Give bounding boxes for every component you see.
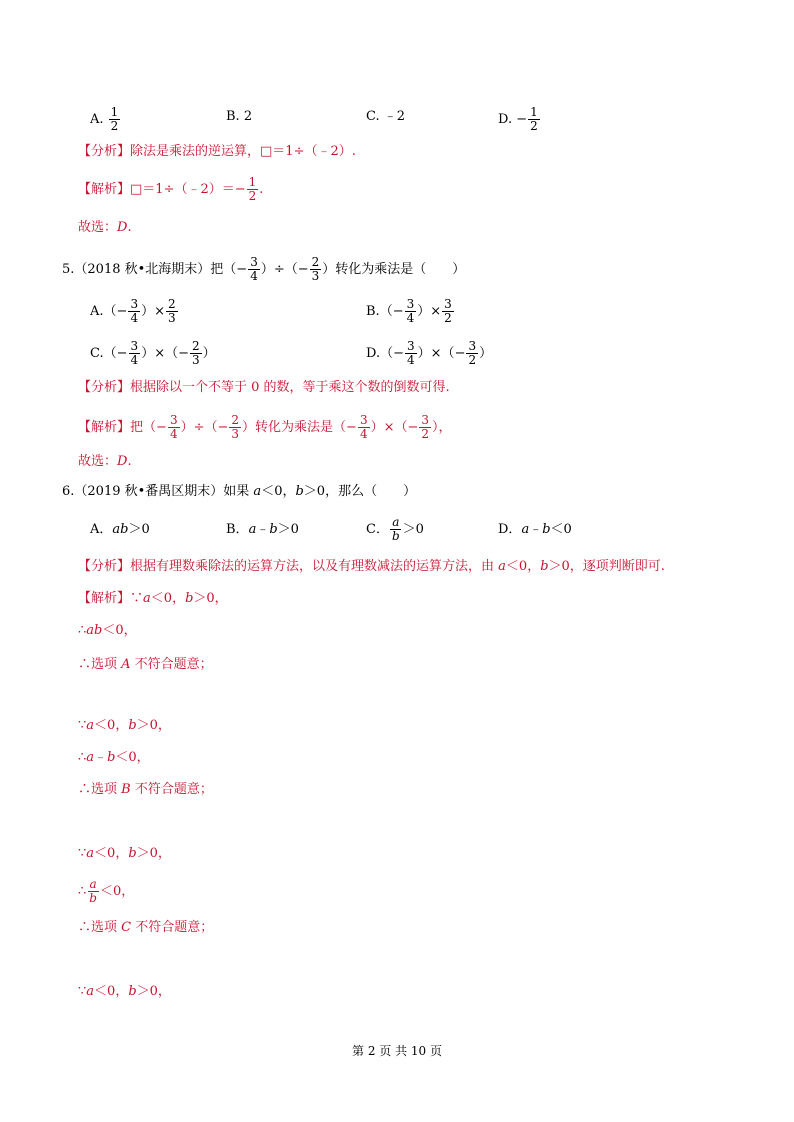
q5-option-d: D.（− $\frac{3}{4}$ ）×（− $\frac{3}{2}$ ） bbox=[366, 339, 493, 367]
q4-option-a: A. $\frac{1}{2}$ bbox=[90, 105, 119, 133]
page-footer: 第 2 页 共 10 页 bbox=[352, 1044, 442, 1058]
q6-solution-line-3: ∴选项 A 不符合题意； bbox=[78, 657, 213, 672]
q6-solution-line-6: ∴选项 B 不符合题意； bbox=[78, 782, 213, 797]
q6-solution-line-9: ∴选项 C 不符合题意； bbox=[78, 920, 214, 935]
q5-solution: 【解析】把（− $\frac{3}{4}$ ）÷（− $\frac{2}{3}$ ）转化为乘法是（− $\frac{3}{4}$ ）×（− $\frac{3}{2}$ ）， bbox=[78, 413, 452, 441]
q4-option-c: C. ﹣2 bbox=[366, 109, 406, 124]
fraction: $\frac{1}{2}$ bbox=[110, 105, 119, 133]
q6-analysis: 【分析】根据有理数乘除法的运算方法，以及有理数减法的运算方法，由 a＜0，b＞0，逐项判断即可. bbox=[78, 559, 665, 574]
q6-solution-line-8: ∴ $\frac{a}{b}$ ＜0， bbox=[78, 877, 135, 905]
q6-option-b: B．a﹣b＞0 bbox=[226, 522, 299, 537]
fraction: $\frac{1}{2}$ bbox=[530, 105, 538, 133]
q6-option-d: D．a﹣b＜0 bbox=[498, 522, 572, 537]
fraction: $\frac{1}{2}$ bbox=[248, 175, 257, 203]
q6-solution-line-4: ∵a＜0，b＞0， bbox=[78, 718, 171, 733]
q5-option-c: C.（− $\frac{3}{4}$ ）×（− $\frac{2}{3}$ ） bbox=[90, 339, 216, 367]
q6-solution-line-2: ∴ab＜0， bbox=[78, 623, 137, 638]
q4-analysis: 【分析】除法是乘法的逆运算，□＝1÷（﹣2）. bbox=[78, 144, 356, 159]
q6-solution-line-7: ∵a＜0，b＞0， bbox=[78, 846, 171, 861]
q6-option-a: A．ab＞0 bbox=[90, 522, 150, 537]
q4-option-b: B. 2 bbox=[226, 109, 253, 124]
q6-solution-line-1: 【解析】∵a＜0，b＞0， bbox=[78, 591, 228, 606]
q6-solution-line-10: ∵a＜0，b＞0， bbox=[78, 984, 171, 999]
fraction: $\frac{2}{3}$ bbox=[311, 255, 320, 283]
q5-analysis: 【分析】根据除以一个不等于 0 的数，等于乘这个数的倒数可得. bbox=[78, 380, 450, 395]
q5-stem: 5.（2018 秋•北海期末）把（− $\frac{3}{4}$ ）÷（− $\frac{2}{3}$ ）转化为乘法是（ ） bbox=[62, 255, 466, 283]
fraction: $\frac{3}{4}$ bbox=[250, 255, 258, 283]
q6-option-c: C． $\frac{a}{b}$ ＞0 bbox=[366, 515, 424, 543]
q5-answer: 故选：D. bbox=[78, 454, 132, 469]
q4-solution: 【解析】□＝1÷（﹣2）＝− $\frac{1}{2}$ . bbox=[78, 175, 264, 203]
q4-option-d: D. − $\frac{1}{2}$ bbox=[498, 105, 538, 133]
q4-answer: 故选：D. bbox=[78, 220, 132, 235]
q5-option-a: A.（− $\frac{3}{4}$ ）× $\frac{2}{3}$ bbox=[90, 297, 176, 325]
q5-option-b: B.（− $\frac{3}{4}$ ）× $\frac{3}{2}$ bbox=[366, 297, 452, 325]
q6-solution-line-5: ∴a﹣b＜0， bbox=[78, 750, 150, 765]
q6-stem: 6.（2019 秋•番禺区期末）如果 a＜0，b＞0，那么（ ） bbox=[62, 484, 417, 499]
